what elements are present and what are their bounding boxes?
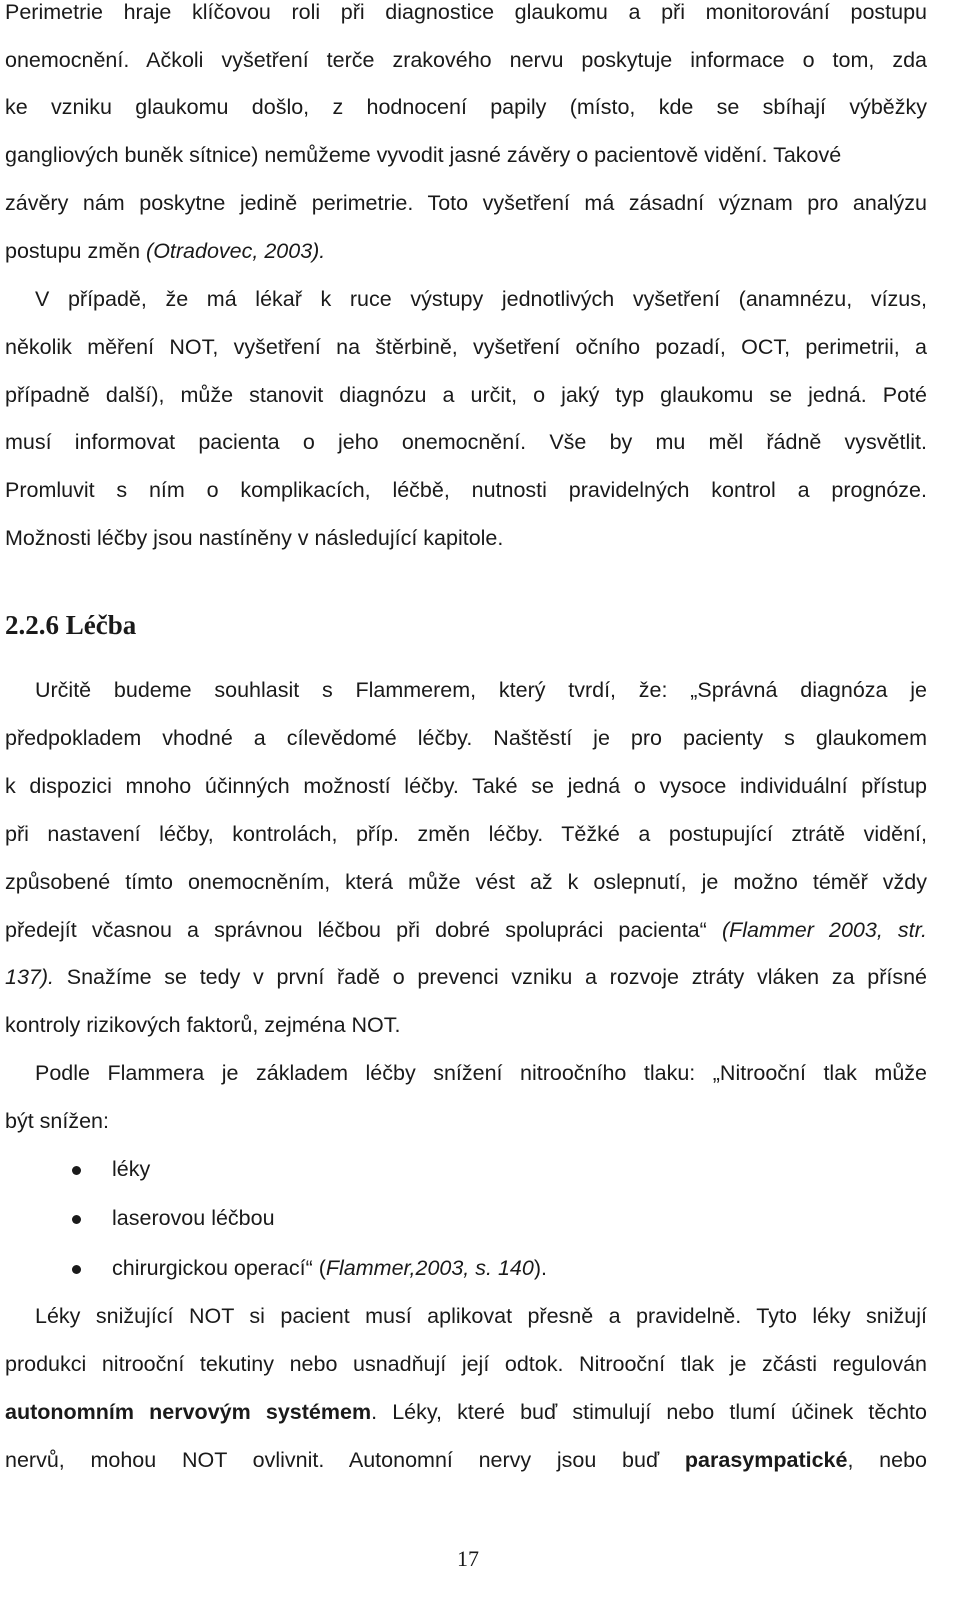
paragraph-5-line-3-text: . Léky, které buď stimulují nebo tlumí účinek těchto (371, 1400, 927, 1424)
paragraph-2-line-2: několik měření NOT, vyšetření na štěrbině, vyšetření očního pozadí, OCT, perimetrii, a (5, 335, 927, 359)
bullet-item-3-text: chirurgickou operací“ ( (112, 1256, 326, 1280)
paragraph-1-line-6-text: postupu změn (5, 239, 147, 263)
paragraph-2-line-1: V případě, že má lékař k ruce výstupy jednotlivých vyšetření (anamnézu, vízus, (35, 287, 927, 311)
paragraph-1-line-6 (5, 241, 927, 263)
paragraph-1-line-4-tail: Takové (767, 143, 842, 167)
paragraph-4-line-2: být snížen: (5, 1109, 109, 1133)
paragraph-2-line-6: Možnosti léčby jsou nastíněny v následující kapitole. (5, 526, 504, 550)
paragraph-1-line-4-text: gangliových buněk sítnice) nemůžeme vyvodit jasné závěry o pacientově vidění. (5, 143, 768, 167)
paragraph-5-line-4-text: nervů, mohou NOT ovlivnit. Autonomní nervy jsou buď (5, 1448, 685, 1472)
paragraph-1-line-3: ke vzniku glaukomu došlo, z hodnocení papily (místo, kde se sbíhají výběžky (5, 95, 927, 119)
paragraph-1-line-1: Perimetrie hraje klíčovou roli při diagnostice glaukomu a při monitorování postupu (5, 0, 927, 24)
section-heading: 2.2.6 Léčba (5, 610, 137, 640)
paragraph-4-line-1: Podle Flammera je základem léčby snížení nitroočního tlaku: „Nitrooční tlak může (35, 1061, 927, 1085)
bullet-dot-3 (72, 1265, 81, 1274)
paragraph-3-line-8: kontroly rizikových faktorů, zejména NOT. (5, 1013, 401, 1037)
paragraph-2-line-4: musí informovat pacienta o jeho onemocnění. Vše by mu měl řádně vysvětlit. (5, 430, 927, 454)
paragraph-3-line-7 (5, 967, 927, 989)
bullet-dot-2 (72, 1215, 81, 1224)
paragraph-1-line-5: závěry nám poskytne jedině perimetrie. Toto vyšetření má zásadní význam pro analýzu (5, 191, 927, 215)
paragraph-3-line-6-text: předejít včasnou a správnou léčbou při dobré spolupráci pacienta“ (5, 918, 707, 942)
bullet-item-1: léky (112, 1157, 151, 1181)
citation-otradovec: (Otradovec, 2003). (146, 239, 326, 263)
paragraph-3-line-1: Určitě budeme souhlasit s Flammerem, který tvrdí, že: „Správná diagnóza je (35, 678, 927, 702)
paragraph-5-line-2: produkci nitrooční tekutiny nebo usnadňují její odtok. Nitrooční tlak je zčásti regulován (5, 1352, 927, 1376)
bullet-item-2: laserovou léčbou (112, 1206, 275, 1230)
paragraph-3-line-7-text: Snažíme se tedy v první řadě o prevenci vzniku a rozvoje ztráty vláken za přísné (54, 965, 927, 989)
paragraph-3-line-4: při nastavení léčby, kontrolách, příp. změn léčby. Těžké a postupující ztrátě vidění, (5, 822, 927, 846)
page-number: 17 (457, 1546, 479, 1571)
bullet-item-3-end: ). (533, 1256, 547, 1280)
citation-flammer-140: Flammer,2003, s. 140 (325, 1256, 534, 1280)
paragraph-3-line-2: předpokladem vhodné a cílevědomé léčby. Naštěstí je pro pacienty s glaukomem (5, 726, 927, 750)
paragraph-5-line-3 (5, 1402, 927, 1424)
paragraph-5-line-1: Léky snižující NOT si pacient musí aplikovat přesně a pravidelně. Tyto léky snižují (35, 1304, 927, 1328)
paragraph-3-line-6 (5, 920, 927, 942)
paragraph-1-line-4 (5, 145, 927, 167)
bullet-item-3 (112, 1258, 547, 1280)
citation-flammer-137: (Flammer 2003, str. (721, 918, 927, 942)
bullet-dot-1 (72, 1166, 81, 1175)
paragraph-2-line-5: Promluvit s ním o komplikacích, léčbě, nutnosti pravidelných kontrol a prognóze. (5, 478, 927, 502)
paragraph-3-line-3: k dispozici mnoho účinných možností léčby. Také se jedná o vysoce individuální přístup (5, 774, 927, 798)
paragraph-3-line-5: způsobené tímto onemocněním, která může vést až k oslepnutí, je možno téměř vždy (5, 870, 927, 894)
bold-term-parasympathetic: parasympatické (684, 1448, 848, 1472)
bold-term-autonomic: autonomním nervovým systémem (5, 1400, 372, 1424)
paragraph-5-line-4 (5, 1450, 927, 1472)
paragraph-2-line-3: případně další), může stanovit diagnózu a určit, o jaký typ glaukomu se jedná. Poté (5, 383, 927, 407)
paragraph-5-line-4-end: , nebo (847, 1448, 927, 1472)
citation-flammer-137-cont: 137). (5, 965, 55, 989)
paragraph-1-line-2: onemocnění. Ačkoli vyšetření terče zrakového nervu poskytuje informace o tom, zda (5, 48, 927, 72)
